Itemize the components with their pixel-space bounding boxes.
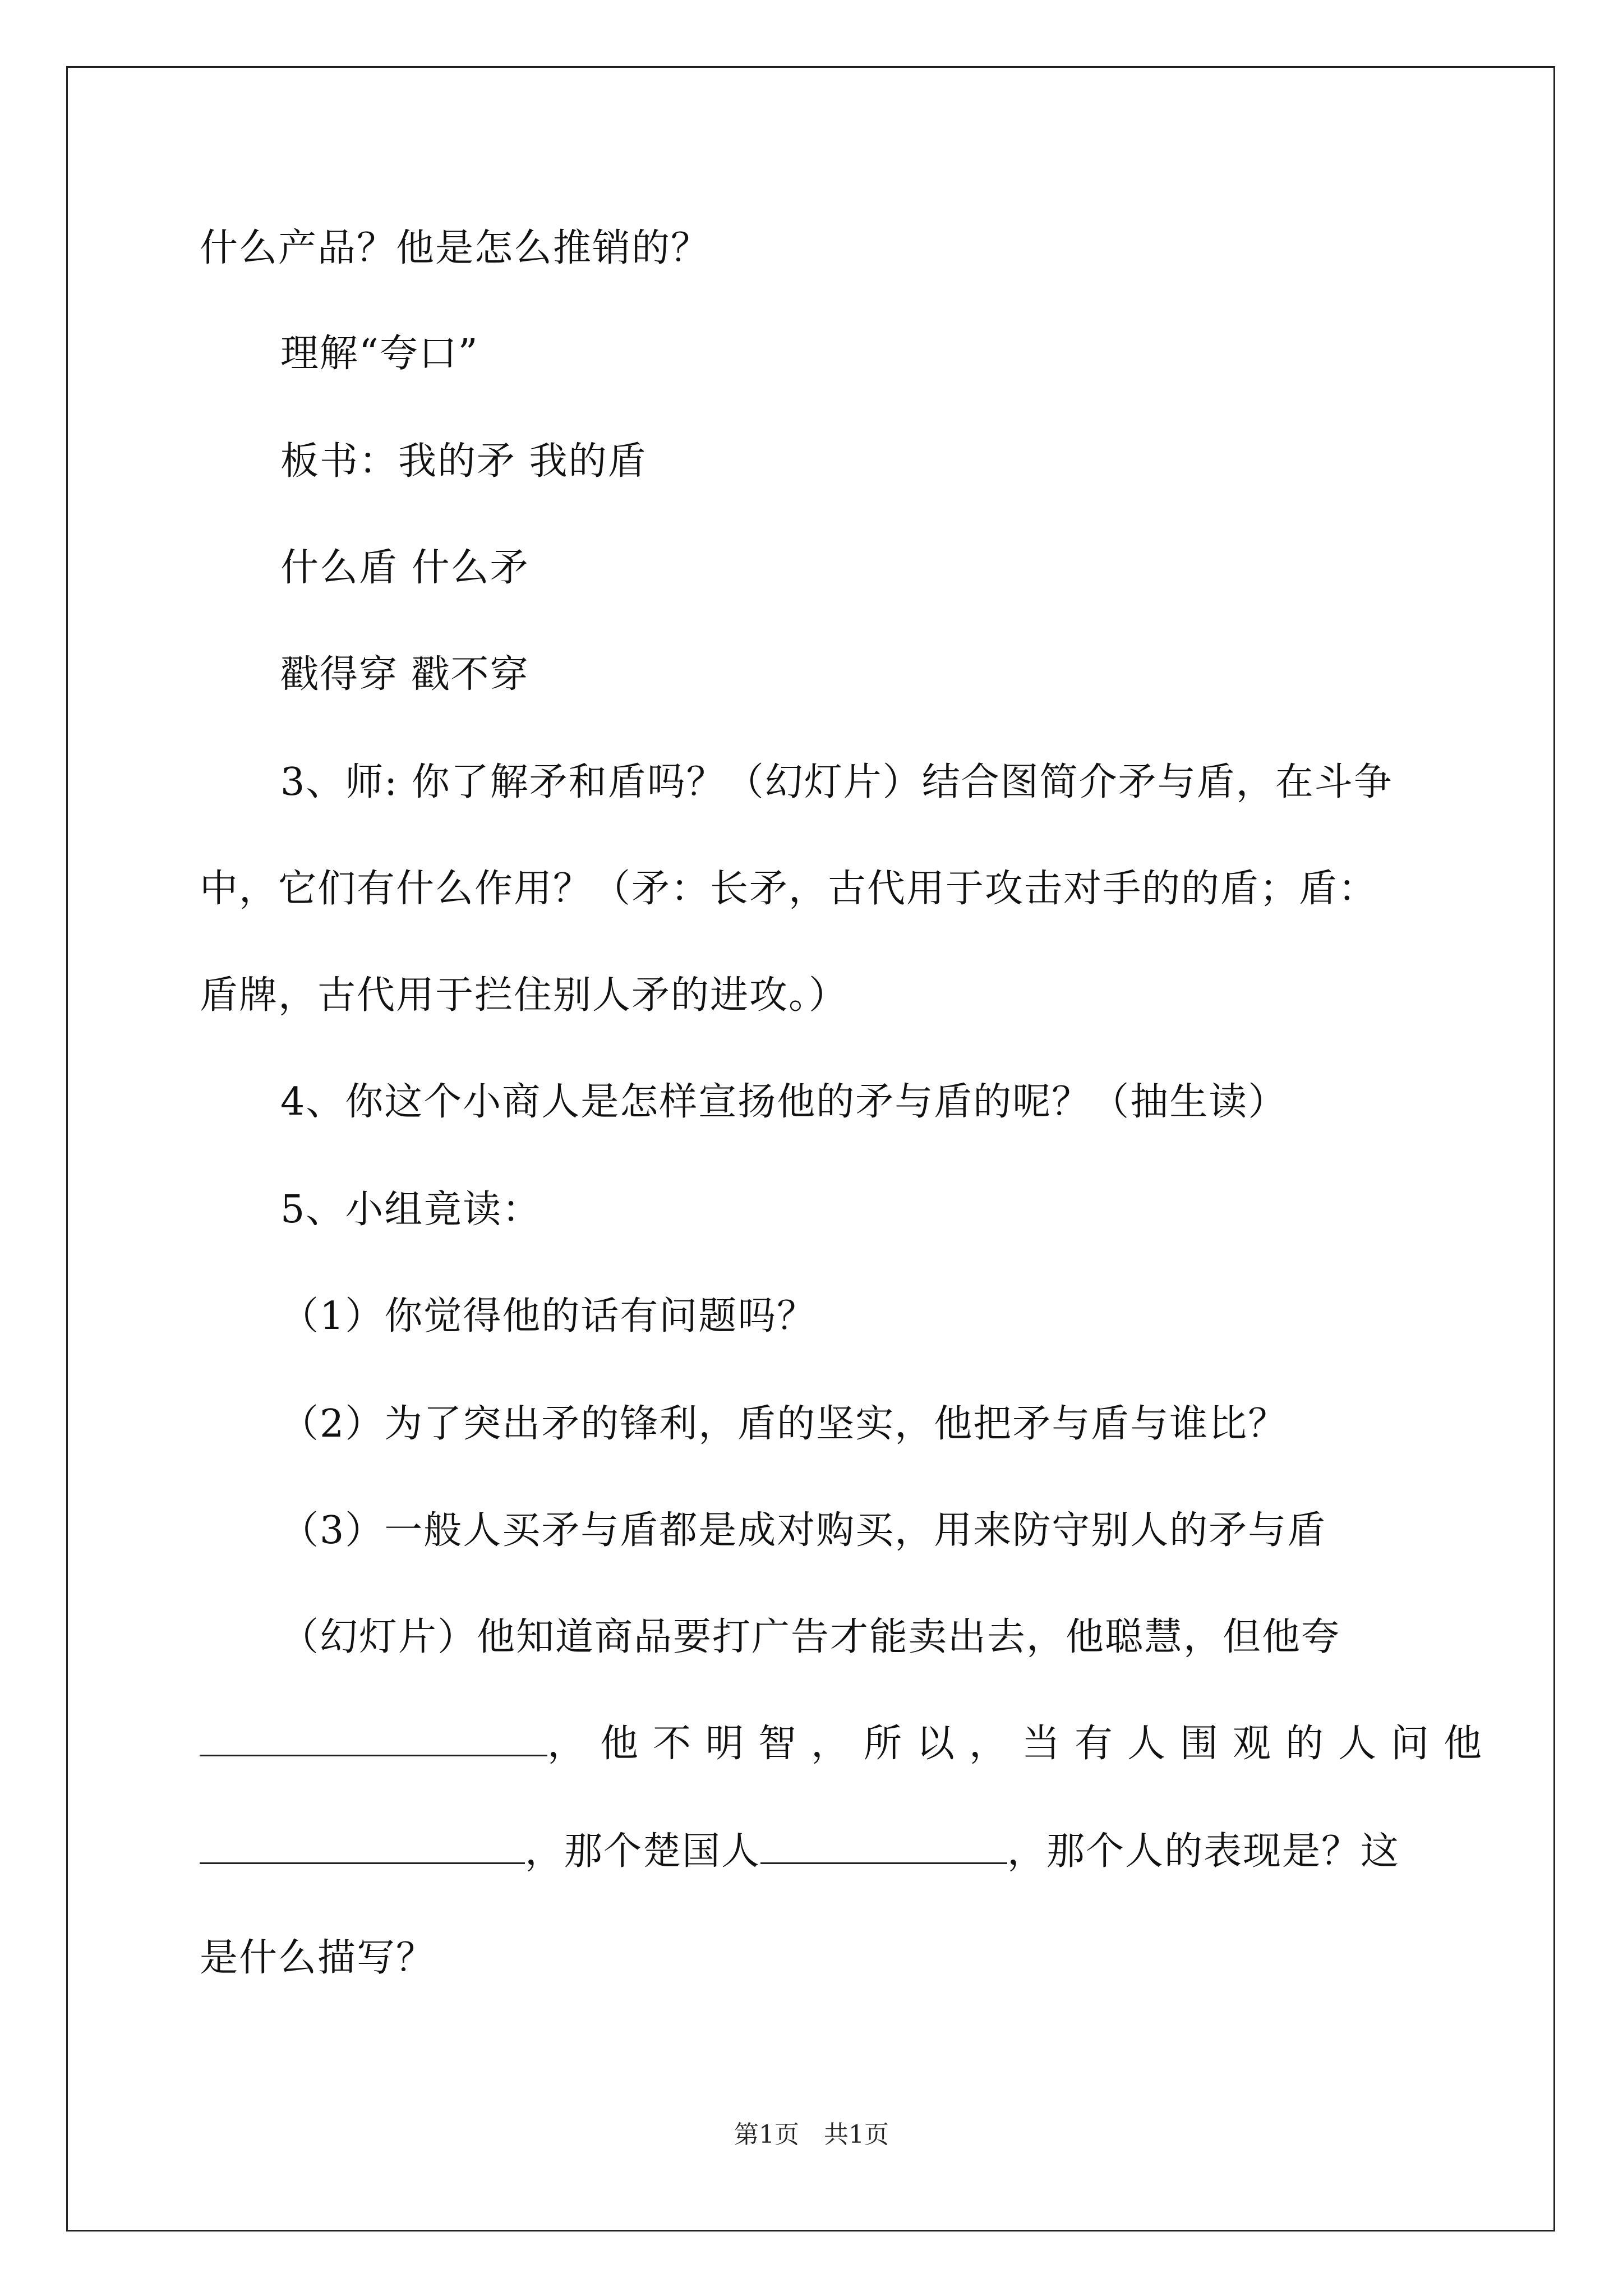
page-border [66,66,1555,2231]
blank-underline [200,1829,525,1864]
text-line-5: 戳得穿 戳不穿 [280,652,529,697]
text-line-10: 5、小组竟读： [280,1188,542,1232]
blank-underline [200,1721,547,1756]
page-footer: 第1页 共1页 [734,2120,889,2149]
fill-line-1 [200,1719,1497,1769]
text-line-14: （幻灯片）他知道商品要打广告才能卖出去，他聪慧，但他夸 [280,1615,1341,1659]
fill-line-2 [200,1826,1400,1877]
text-line-1: 什么产品？他是怎么推销的？ [200,226,711,270]
text-line-3: 板书：我的矛 我的盾 [280,439,647,484]
text-line-11: （1）你觉得他的话有问题吗？ [280,1294,817,1338]
text-line-12: （2）为了突出矛的锋利，盾的坚实，他把矛与盾与谁比？ [280,1402,1288,1446]
text-line-4: 什么盾 什么矛 [280,546,529,590]
text-line-2: 理解“夸口” [280,332,479,376]
fill-line-2-text-a: ，那个楚国人 [525,1829,761,1874]
blank-underline [760,1829,1007,1864]
text-line-6: 3、师: 你了解矛和盾吗？（幻灯片）结合图简介矛与盾，在斗争 [280,760,1393,804]
text-line-9: 4、你这个小商人是怎样宣扬他的矛与盾的呢？（抽生读） [280,1080,1288,1124]
text-line-7: 中，它们有什么作用？（矛：长矛，古代用于攻击对手的的盾；盾： [200,867,1378,911]
fill-line-1-text: ，他不明智，所以，当有人围观的人问他 [547,1722,1497,1766]
text-line-13: （3）一般人买矛与盾都是成对购买，用来防守别人的矛与盾 [280,1508,1327,1553]
text-line-last: 是什么描写？ [200,1936,436,1980]
fill-line-2-text-b: ，那个人的表现是？这 [1007,1829,1400,1874]
text-line-8: 盾牌，古代用于拦住别人矛的进攻。） [200,973,849,1018]
